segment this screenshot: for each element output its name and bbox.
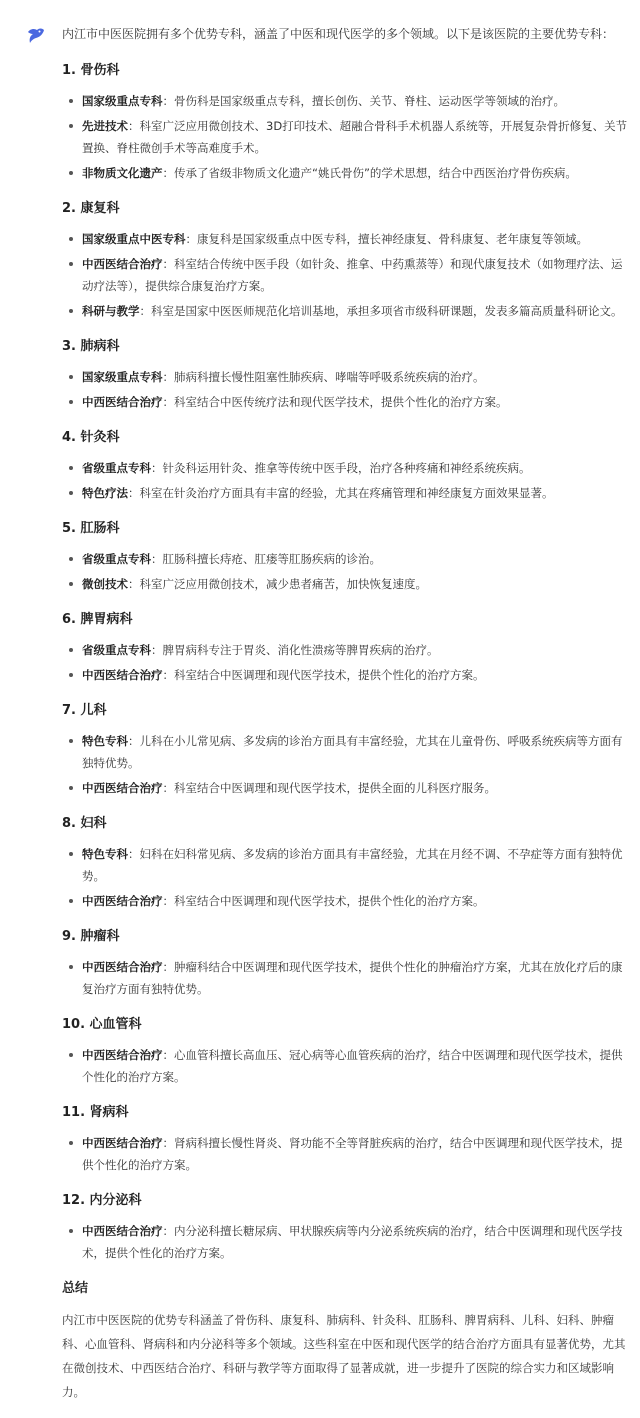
item-text: ：科室结合中医传统疗法和现代医学技术，提供个性化的治疗方案。 — [162, 395, 508, 409]
item-text: ：心血管科擅长高血压、冠心病等心血管疾病的治疗，结合中医调理和现代医学技术，提供个性化的治疗方案。 — [82, 1048, 623, 1084]
assistant-logo-icon — [26, 25, 46, 45]
list-item — [62, 573, 632, 595]
item-text: ：肿瘤科结合中医调理和现代医学技术，提供个性化的肿瘤治疗方案，尤其在放化疗后的康复治疗方面有独特优势。 — [82, 960, 623, 996]
section-heading: 11. 肾病科 — [62, 1105, 129, 1120]
item-label: 中西医结合治疗 — [82, 781, 163, 795]
item-text: ：妇科在妇科常见病、多发病的诊治方面具有丰富经验，尤其在月经不调、不孕症等方面有独特优势。 — [82, 847, 623, 883]
item-label: 科研与教学 — [82, 304, 140, 318]
item-label: 国家级重点专科 — [82, 370, 163, 384]
list-item — [62, 391, 632, 413]
message-content — [62, 22, 632, 1404]
intro-text: 内江市中医医院拥有多个优势专科，涵盖了中医和现代医学的多个领域。以下是该医院的主要优势专科： — [62, 27, 615, 41]
item-text: ：科室广泛应用微创技术、3D打印技术、超融合骨科手术机器人系统等，开展复杂骨折修复、关节置换、脊柱微创手术等高难度手术。 — [82, 119, 628, 155]
section-heading: 5. 肛肠科 — [62, 521, 120, 536]
section — [62, 926, 632, 1000]
item-label: 特色专科 — [82, 734, 128, 748]
section — [62, 1102, 632, 1176]
section-heading: 9. 肿瘤科 — [62, 929, 120, 944]
bullet-list — [62, 1132, 632, 1176]
item-text: ：科室结合中医调理和现代医学技术，提供全面的儿科医疗服务。 — [162, 781, 496, 795]
bullet-list — [62, 90, 632, 184]
list-item — [62, 843, 632, 887]
item-label: 国家级重点中医专科 — [82, 232, 186, 246]
item-label: 中西医结合治疗 — [82, 257, 163, 271]
item-text: ：肛肠科擅长痔疮、肛瘘等肛肠疾病的诊治。 — [151, 552, 381, 566]
section-heading: 3. 肺病科 — [62, 339, 120, 354]
item-label: 非物质文化遗产 — [82, 166, 163, 180]
item-text: ：肺病科擅长慢性阻塞性肺疾病、哮喘等呼吸系统疾病的治疗。 — [162, 370, 485, 384]
item-text: ：科室是国家中医医师规范化培训基地，承担多项省市级科研课题，发表多篇高质量科研论文。 — [139, 304, 623, 318]
item-text: ：科室结合中医调理和现代医学技术，提供个性化的治疗方案。 — [162, 668, 485, 682]
item-text: ：骨伤科是国家级重点专科，擅长创伤、关节、脊柱、运动医学等领域的治疗。 — [162, 94, 565, 108]
bullet-list — [62, 843, 632, 912]
item-label: 省级重点专科 — [82, 552, 151, 566]
list-item — [62, 1220, 632, 1264]
item-label: 中西医结合治疗 — [82, 1224, 163, 1238]
list-item — [62, 730, 632, 774]
section — [62, 1190, 632, 1264]
item-text: ：科室结合传统中医手段（如针灸、推拿、中药熏蒸等）和现代康复技术（如物理疗法、运动疗法等），提供综合康复治疗方案。 — [82, 257, 623, 293]
item-label: 特色疗法 — [82, 486, 128, 500]
bullet-list — [62, 639, 632, 686]
list-item — [62, 1132, 632, 1176]
section-heading: 10. 心血管科 — [62, 1017, 142, 1032]
list-item — [62, 90, 632, 112]
summary-heading: 总结 — [62, 1281, 89, 1296]
item-text: ：脾胃病科专注于胃炎、消化性溃疡等脾胃疾病的治疗。 — [151, 643, 439, 657]
item-text: ：儿科在小儿常见病、多发病的诊治方面具有丰富经验，尤其在儿童骨伤、呼吸系统疾病等方面有独特优势。 — [82, 734, 623, 770]
list-item — [62, 664, 632, 686]
summary-text: 内江市中医医院的优势专科涵盖了骨伤科、康复科、肺病科、针灸科、肛肠科、脾胃病科、儿科、妇科、肿瘤科、心血管科、肾病科和内分泌科等多个领域。这些科室在中医和现代医学的结合治疗方面具有显著优势，尤其在微创技术、中西医结合治疗、科研与教学等方面取得了显著成就，进一步提升了医院的综合实力和区域影响力。 — [62, 1313, 626, 1399]
item-text: ：肾病科擅长慢性肾炎、肾功能不全等肾脏疾病的治疗，结合中医调理和现代医学技术，提供个性化的治疗方案。 — [82, 1136, 623, 1172]
bullet-list — [62, 457, 632, 504]
item-label: 中西医结合治疗 — [82, 1048, 163, 1062]
item-label: 国家级重点专科 — [82, 94, 163, 108]
list-item — [62, 956, 632, 1000]
item-text: ：针灸科运用针灸、推拿等传统中医手段，治疗各种疼痛和神经系统疾病。 — [151, 461, 531, 475]
item-label: 中西医结合治疗 — [82, 395, 163, 409]
bullet-list — [62, 366, 632, 413]
item-text: ：科室结合中医调理和现代医学技术，提供个性化的治疗方案。 — [162, 894, 485, 908]
section — [62, 427, 632, 504]
bullet-list — [62, 1044, 632, 1088]
list-item — [62, 115, 632, 159]
section-heading: 4. 针灸科 — [62, 430, 120, 445]
item-text: ：科室在针灸治疗方面具有丰富的经验，尤其在疼痛管理和神经康复方面效果显著。 — [128, 486, 554, 500]
item-label: 先进技术 — [82, 119, 128, 133]
item-label: 省级重点专科 — [82, 643, 151, 657]
list-item — [62, 253, 632, 297]
item-label: 中西医结合治疗 — [82, 960, 163, 974]
item-label: 中西医结合治疗 — [82, 894, 163, 908]
list-item — [62, 300, 632, 322]
list-item — [62, 366, 632, 388]
section-heading: 2. 康复科 — [62, 201, 120, 216]
section-heading: 12. 内分泌科 — [62, 1193, 142, 1208]
section — [62, 1014, 632, 1088]
list-item — [62, 228, 632, 250]
list-item — [62, 548, 632, 570]
sections-list — [62, 60, 632, 1264]
section — [62, 609, 632, 686]
section — [62, 813, 632, 912]
section-heading: 7. 儿科 — [62, 703, 107, 718]
list-item — [62, 1044, 632, 1088]
section-heading: 8. 妇科 — [62, 816, 107, 831]
list-item — [62, 890, 632, 912]
item-text: ：传承了省级非物质文化遗产“姚氏骨伤”的学术思想，结合中西医治疗骨伤疾病。 — [162, 166, 577, 180]
list-item — [62, 639, 632, 661]
item-text: ：康复科是国家级重点中医专科，擅长神经康复、骨科康复、老年康复等领域。 — [185, 232, 588, 246]
item-label: 中西医结合治疗 — [82, 668, 163, 682]
section — [62, 336, 632, 413]
list-item — [62, 457, 632, 479]
item-text: ：科室广泛应用微创技术，减少患者痛苦，加快恢复速度。 — [128, 577, 427, 591]
item-label: 微创技术 — [82, 577, 128, 591]
bullet-list — [62, 1220, 632, 1264]
section — [62, 518, 632, 595]
list-item — [62, 482, 632, 504]
list-item — [62, 777, 632, 799]
section-heading: 6. 脾胃病科 — [62, 612, 133, 627]
section — [62, 700, 632, 799]
bullet-list — [62, 548, 632, 595]
bullet-list — [62, 956, 632, 1000]
list-item — [62, 162, 632, 184]
bullet-list — [62, 730, 632, 799]
section-heading: 1. 骨伤科 — [62, 63, 120, 78]
section — [62, 60, 632, 184]
item-label: 特色专科 — [82, 847, 128, 861]
item-label: 中西医结合治疗 — [82, 1136, 163, 1150]
item-text: ：内分泌科擅长糖尿病、甲状腺疾病等内分泌系统疾病的治疗，结合中医调理和现代医学技术，提供个性化的治疗方案。 — [82, 1224, 623, 1260]
bullet-list — [62, 228, 632, 322]
section — [62, 198, 632, 322]
item-label: 省级重点专科 — [82, 461, 151, 475]
